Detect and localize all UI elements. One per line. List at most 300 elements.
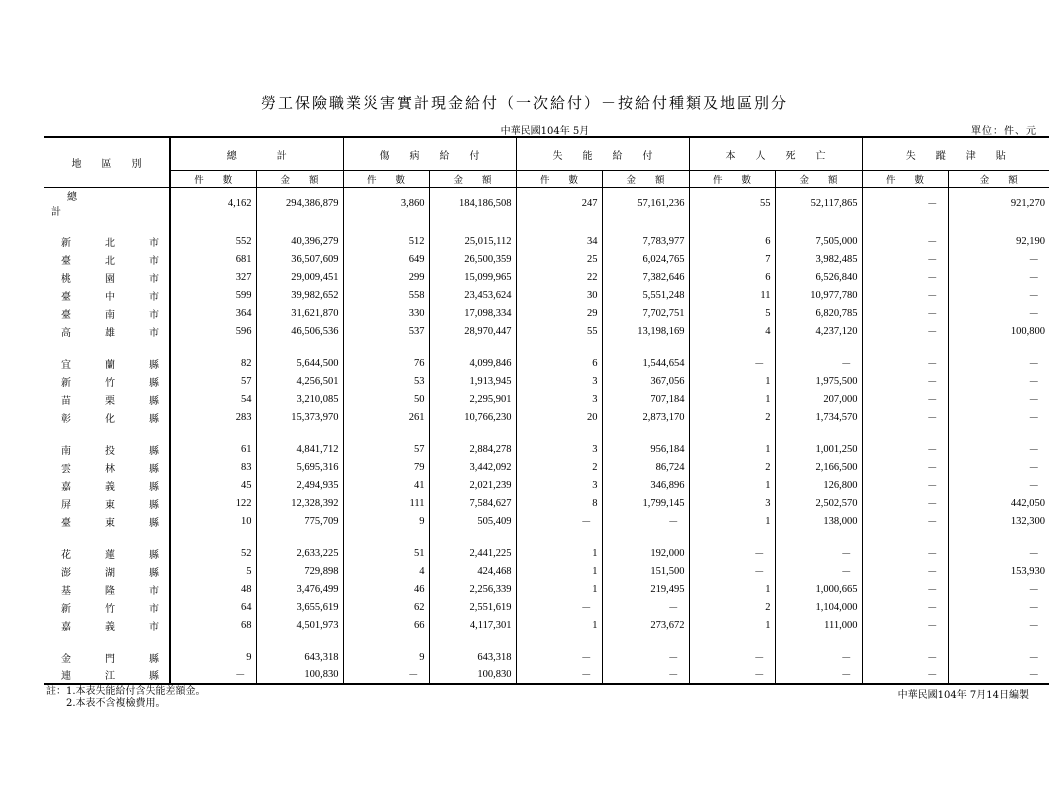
region-cell: [44, 440, 170, 458]
group-header-injury: 傷 病 給 付: [343, 137, 516, 171]
count-cell: －: [862, 666, 948, 684]
count-cell: 52: [170, 544, 256, 562]
table-row: [44, 390, 1049, 408]
region-char: 縣: [149, 359, 159, 371]
region-char: 臺: [61, 291, 71, 303]
region-char: 總: [67, 192, 77, 203]
region-char: 園: [105, 273, 115, 285]
count-cell: －: [862, 598, 948, 616]
table-row: [44, 322, 1049, 340]
table-row: [44, 458, 1049, 476]
region-char: 臺: [61, 309, 71, 321]
region-char: 竹: [105, 377, 115, 389]
region-char: 花: [61, 549, 71, 561]
table-row: [44, 304, 1049, 322]
count-cell: 649: [343, 250, 429, 268]
table-row: [44, 286, 1049, 304]
region-cell: [44, 390, 170, 408]
report-date: 中華民國104年 5月: [500, 126, 590, 137]
amount-cell: 2,551,619: [429, 598, 516, 616]
amount-cell: 5,644,500: [256, 354, 343, 372]
amount-cell: 1,975,500: [775, 372, 862, 390]
count-cell: 66: [343, 616, 429, 634]
region-cell: [44, 544, 170, 562]
region-char: 市: [149, 309, 159, 321]
amount-cell: 23,453,624: [429, 286, 516, 304]
amount-cell: －: [948, 440, 1049, 458]
region-char: 桃: [61, 273, 71, 285]
region-char: 臺: [61, 517, 71, 529]
region-char: 澎: [61, 567, 71, 579]
count-cell: 22: [516, 268, 602, 286]
region-char: 市: [149, 273, 159, 285]
region-char: 市: [149, 603, 159, 615]
region-char: 投: [105, 445, 115, 457]
table-row: [44, 666, 1049, 684]
count-cell: 1: [516, 562, 602, 580]
amount-cell: 442,050: [948, 494, 1049, 512]
region-char: 宜: [61, 359, 71, 371]
region-char: 江: [105, 671, 115, 682]
count-cell: －: [862, 268, 948, 286]
region-char: 義: [105, 481, 115, 493]
table-row: [44, 268, 1049, 286]
count-cell: 2: [516, 458, 602, 476]
count-cell: 83: [170, 458, 256, 476]
report-title: 勞工保險職業災害實計現金給付（一次給付）－按給付種類及地區別分: [260, 94, 788, 112]
region-cell: [44, 666, 170, 684]
amount-cell: 40,396,279: [256, 232, 343, 250]
region-char: 縣: [149, 517, 159, 529]
table-row: [44, 580, 1049, 598]
region-char: 市: [149, 291, 159, 303]
group-spacer: [44, 530, 1049, 544]
amount-cell: 184,186,508: [429, 188, 516, 219]
table-row: [44, 440, 1049, 458]
amount-cell: －: [602, 598, 689, 616]
count-cell: 3: [516, 372, 602, 390]
amount-cell: 28,970,447: [429, 322, 516, 340]
amount-cell: 7,783,977: [602, 232, 689, 250]
count-cell: 1: [689, 616, 775, 634]
count-cell: 122: [170, 494, 256, 512]
amount-cell: 5,695,316: [256, 458, 343, 476]
amount-cell: －: [602, 512, 689, 530]
count-cell: 55: [689, 188, 775, 219]
amount-cell: 29,009,451: [256, 268, 343, 286]
count-cell: 9: [170, 648, 256, 666]
count-cell: 54: [170, 390, 256, 408]
region-cell: [44, 286, 170, 304]
amount-cell: 2,256,339: [429, 580, 516, 598]
region-cell: [44, 598, 170, 616]
count-cell: 1: [689, 440, 775, 458]
amount-cell: －: [775, 354, 862, 372]
amount-cell: 10,766,230: [429, 408, 516, 426]
amount-header: 金 額: [256, 171, 343, 188]
count-cell: 57: [170, 372, 256, 390]
count-header: 件 數: [516, 171, 602, 188]
amount-cell: 1,001,250: [775, 440, 862, 458]
region-char: 新: [61, 377, 71, 389]
region-header: 地 區 別: [44, 137, 170, 188]
count-cell: 30: [516, 286, 602, 304]
region-cell: [44, 354, 170, 372]
table-row: [44, 562, 1049, 580]
region-cell: [44, 322, 170, 340]
region-char: 縣: [149, 395, 159, 407]
table-row: [44, 616, 1049, 634]
amount-cell: －: [948, 544, 1049, 562]
table-row: [44, 232, 1049, 250]
count-cell: 111: [343, 494, 429, 512]
table-row: [44, 494, 1049, 512]
region-char: 東: [105, 499, 115, 511]
amount-cell: 86,724: [602, 458, 689, 476]
count-cell: 2: [689, 408, 775, 426]
region-char: 雄: [105, 327, 115, 339]
table-row-total: [44, 188, 1049, 219]
table-row: [44, 476, 1049, 494]
table-row: [44, 598, 1049, 616]
amount-cell: 729,898: [256, 562, 343, 580]
region-cell: [44, 648, 170, 666]
region-char: 栗: [105, 395, 115, 407]
region-char: 縣: [149, 377, 159, 389]
count-cell: 330: [343, 304, 429, 322]
region-char: 隆: [105, 585, 115, 597]
header-row-sub: [44, 171, 1049, 188]
count-cell: －: [689, 666, 775, 684]
compiled-date: 中華民國104年 7月14日編製: [897, 690, 1029, 701]
count-cell: 552: [170, 232, 256, 250]
amount-cell: 2,295,901: [429, 390, 516, 408]
region-char: 雲: [61, 463, 71, 475]
region-char: 南: [105, 309, 115, 321]
amount-cell: 6,820,785: [775, 304, 862, 322]
amount-cell: 207,000: [775, 390, 862, 408]
amount-cell: 126,800: [775, 476, 862, 494]
count-cell: －: [862, 408, 948, 426]
amount-cell: －: [948, 476, 1049, 494]
count-cell: －: [862, 562, 948, 580]
amount-cell: －: [948, 354, 1049, 372]
count-cell: 82: [170, 354, 256, 372]
count-cell: 34: [516, 232, 602, 250]
amount-cell: 2,884,278: [429, 440, 516, 458]
amount-cell: 39,982,652: [256, 286, 343, 304]
region-char: 彰: [61, 413, 71, 425]
amount-cell: －: [775, 648, 862, 666]
count-cell: 9: [343, 648, 429, 666]
region-char: 市: [149, 237, 159, 249]
count-cell: 50: [343, 390, 429, 408]
region-char: 嘉: [61, 621, 71, 633]
amount-cell: 294,386,879: [256, 188, 343, 219]
amount-cell: 100,830: [256, 666, 343, 684]
region-char: 縣: [149, 567, 159, 579]
region-char: 苗: [61, 395, 71, 407]
count-cell: 76: [343, 354, 429, 372]
count-cell: －: [516, 512, 602, 530]
count-cell: 1: [516, 616, 602, 634]
region-char: 市: [149, 327, 159, 339]
count-cell: 55: [516, 322, 602, 340]
amount-cell: 7,382,646: [602, 268, 689, 286]
count-cell: 68: [170, 616, 256, 634]
amount-cell: 3,442,092: [429, 458, 516, 476]
amount-cell: 505,409: [429, 512, 516, 530]
amount-cell: 3,655,619: [256, 598, 343, 616]
region-char: 縣: [149, 499, 159, 511]
amount-cell: －: [948, 580, 1049, 598]
count-cell: 7: [689, 250, 775, 268]
amount-cell: 153,930: [948, 562, 1049, 580]
count-cell: 8: [516, 494, 602, 512]
count-cell: 327: [170, 268, 256, 286]
region-cell: [44, 494, 170, 512]
footnotes: [46, 686, 206, 710]
count-cell: 51: [343, 544, 429, 562]
amount-cell: 15,373,970: [256, 408, 343, 426]
table-body: [44, 188, 1049, 685]
region-cell: [44, 372, 170, 390]
count-cell: 283: [170, 408, 256, 426]
count-cell: －: [862, 232, 948, 250]
region-char: 化: [105, 413, 115, 425]
region-cell: [44, 512, 170, 530]
amount-cell: 2,494,935: [256, 476, 343, 494]
region-char: 縣: [149, 653, 159, 665]
region-char: 縣: [149, 445, 159, 457]
amount-header: 金 額: [429, 171, 516, 188]
amount-cell: 4,117,301: [429, 616, 516, 634]
count-cell: 6: [516, 354, 602, 372]
amount-cell: 111,000: [775, 616, 862, 634]
group-header-missing: 失 蹤 津 貼: [862, 137, 1049, 171]
count-cell: 3: [689, 494, 775, 512]
data-table: [44, 136, 1049, 685]
amount-cell: 1,544,654: [602, 354, 689, 372]
count-cell: －: [862, 250, 948, 268]
region-cell: [44, 268, 170, 286]
amount-cell: 100,830: [429, 666, 516, 684]
region-char: 竹: [105, 603, 115, 615]
count-cell: －: [689, 544, 775, 562]
count-cell: 45: [170, 476, 256, 494]
count-cell: 261: [343, 408, 429, 426]
table-row: [44, 544, 1049, 562]
amount-cell: 2,873,170: [602, 408, 689, 426]
amount-cell: 2,166,500: [775, 458, 862, 476]
amount-cell: 132,300: [948, 512, 1049, 530]
amount-cell: 367,056: [602, 372, 689, 390]
amount-cell: －: [948, 666, 1049, 684]
amount-cell: 15,099,965: [429, 268, 516, 286]
amount-cell: 1,104,000: [775, 598, 862, 616]
amount-cell: 273,672: [602, 616, 689, 634]
amount-cell: 4,501,973: [256, 616, 343, 634]
count-header: 件 數: [170, 171, 256, 188]
amount-cell: 3,982,485: [775, 250, 862, 268]
amount-cell: 3,476,499: [256, 580, 343, 598]
table-row: [44, 250, 1049, 268]
count-cell: －: [343, 666, 429, 684]
group-header-disability: 失 能 給 付: [516, 137, 689, 171]
count-cell: －: [862, 648, 948, 666]
count-cell: 57: [343, 440, 429, 458]
amount-cell: 6,526,840: [775, 268, 862, 286]
count-cell: 20: [516, 408, 602, 426]
count-cell: 1: [689, 390, 775, 408]
amount-cell: 4,841,712: [256, 440, 343, 458]
count-cell: 2: [689, 458, 775, 476]
amount-cell: 1,799,145: [602, 494, 689, 512]
amount-cell: 4,099,846: [429, 354, 516, 372]
count-cell: －: [862, 616, 948, 634]
amount-header: 金 額: [602, 171, 689, 188]
count-cell: 1: [689, 476, 775, 494]
amount-cell: －: [948, 390, 1049, 408]
count-cell: 247: [516, 188, 602, 219]
count-cell: －: [862, 354, 948, 372]
region-cell: [44, 408, 170, 426]
count-cell: －: [862, 372, 948, 390]
count-cell: －: [862, 476, 948, 494]
count-cell: 4: [343, 562, 429, 580]
amount-cell: 12,328,392: [256, 494, 343, 512]
amount-cell: －: [948, 250, 1049, 268]
count-cell: －: [862, 188, 948, 219]
count-cell: 681: [170, 250, 256, 268]
count-cell: －: [862, 304, 948, 322]
amount-cell: －: [948, 458, 1049, 476]
amount-cell: －: [948, 648, 1049, 666]
count-cell: 41: [343, 476, 429, 494]
region-cell: [44, 250, 170, 268]
count-cell: 1: [516, 580, 602, 598]
amount-cell: －: [602, 648, 689, 666]
footnote-2: 2.本表不含複檢費用。: [46, 698, 166, 709]
count-cell: －: [862, 580, 948, 598]
amount-cell: 5,551,248: [602, 286, 689, 304]
region-char: 市: [149, 255, 159, 267]
region-char: 基: [61, 585, 71, 597]
region-char: 湖: [105, 567, 115, 579]
table-row: [44, 648, 1049, 666]
amount-cell: 7,584,627: [429, 494, 516, 512]
region-cell: [44, 458, 170, 476]
amount-cell: 2,021,239: [429, 476, 516, 494]
count-cell: 61: [170, 440, 256, 458]
count-cell: 29: [516, 304, 602, 322]
region-char: 新: [61, 237, 71, 249]
count-cell: 596: [170, 322, 256, 340]
amount-cell: 921,270: [948, 188, 1049, 219]
amount-cell: 219,495: [602, 580, 689, 598]
count-cell: －: [862, 458, 948, 476]
group-header-death: 本 人 死 亡: [689, 137, 862, 171]
count-cell: －: [862, 390, 948, 408]
amount-cell: 138,000: [775, 512, 862, 530]
amount-cell: －: [948, 268, 1049, 286]
count-cell: 1: [689, 372, 775, 390]
count-cell: 6: [689, 232, 775, 250]
region-cell: [44, 304, 170, 322]
count-cell: 46: [343, 580, 429, 598]
group-header-total: 總 計: [170, 137, 343, 171]
count-cell: 11: [689, 286, 775, 304]
count-cell: 537: [343, 322, 429, 340]
amount-cell: －: [775, 544, 862, 562]
amount-cell: 707,184: [602, 390, 689, 408]
amount-cell: －: [948, 372, 1049, 390]
region-char: 南: [61, 445, 71, 457]
count-header: 件 數: [862, 171, 948, 188]
count-cell: 9: [343, 512, 429, 530]
amount-cell: 31,621,870: [256, 304, 343, 322]
footnote-1: 註：1.本表失能給付含失能差額金。: [46, 686, 206, 697]
count-cell: 299: [343, 268, 429, 286]
amount-cell: －: [602, 666, 689, 684]
count-cell: 512: [343, 232, 429, 250]
count-cell: 3: [516, 440, 602, 458]
count-header: 件 數: [689, 171, 775, 188]
unit-label: 單位：件、元: [971, 126, 1037, 137]
amount-cell: 2,633,225: [256, 544, 343, 562]
region-char: 縣: [149, 671, 159, 682]
amount-cell: 2,441,225: [429, 544, 516, 562]
amount-cell: －: [948, 304, 1049, 322]
region-cell: [44, 232, 170, 250]
group-spacer: [44, 340, 1049, 354]
group-spacer: [44, 218, 1049, 232]
amount-cell: 1,734,570: [775, 408, 862, 426]
count-cell: －: [689, 354, 775, 372]
region-char: 屏: [61, 499, 71, 511]
count-cell: －: [862, 494, 948, 512]
amount-cell: 1,913,945: [429, 372, 516, 390]
amount-cell: 956,184: [602, 440, 689, 458]
region-cell: [44, 616, 170, 634]
region-cell: [44, 476, 170, 494]
count-cell: 2: [689, 598, 775, 616]
amount-cell: －: [948, 598, 1049, 616]
table-row: [44, 408, 1049, 426]
region-char: 蓮: [105, 549, 115, 561]
count-cell: 4,162: [170, 188, 256, 219]
count-cell: 64: [170, 598, 256, 616]
count-cell: －: [689, 562, 775, 580]
count-cell: 5: [689, 304, 775, 322]
region-char: 連: [61, 671, 71, 682]
region-char: 蘭: [105, 359, 115, 371]
count-cell: 1: [689, 512, 775, 530]
count-cell: 5: [170, 562, 256, 580]
region-char: 市: [149, 585, 159, 597]
count-cell: 3: [516, 476, 602, 494]
count-cell: 25: [516, 250, 602, 268]
amount-cell: 6,024,765: [602, 250, 689, 268]
count-cell: 79: [343, 458, 429, 476]
count-cell: －: [862, 440, 948, 458]
amount-cell: 57,161,236: [602, 188, 689, 219]
header-row-groups: [44, 137, 1049, 171]
amount-cell: 643,318: [256, 648, 343, 666]
count-cell: －: [689, 648, 775, 666]
amount-cell: 775,709: [256, 512, 343, 530]
amount-cell: 10,977,780: [775, 286, 862, 304]
